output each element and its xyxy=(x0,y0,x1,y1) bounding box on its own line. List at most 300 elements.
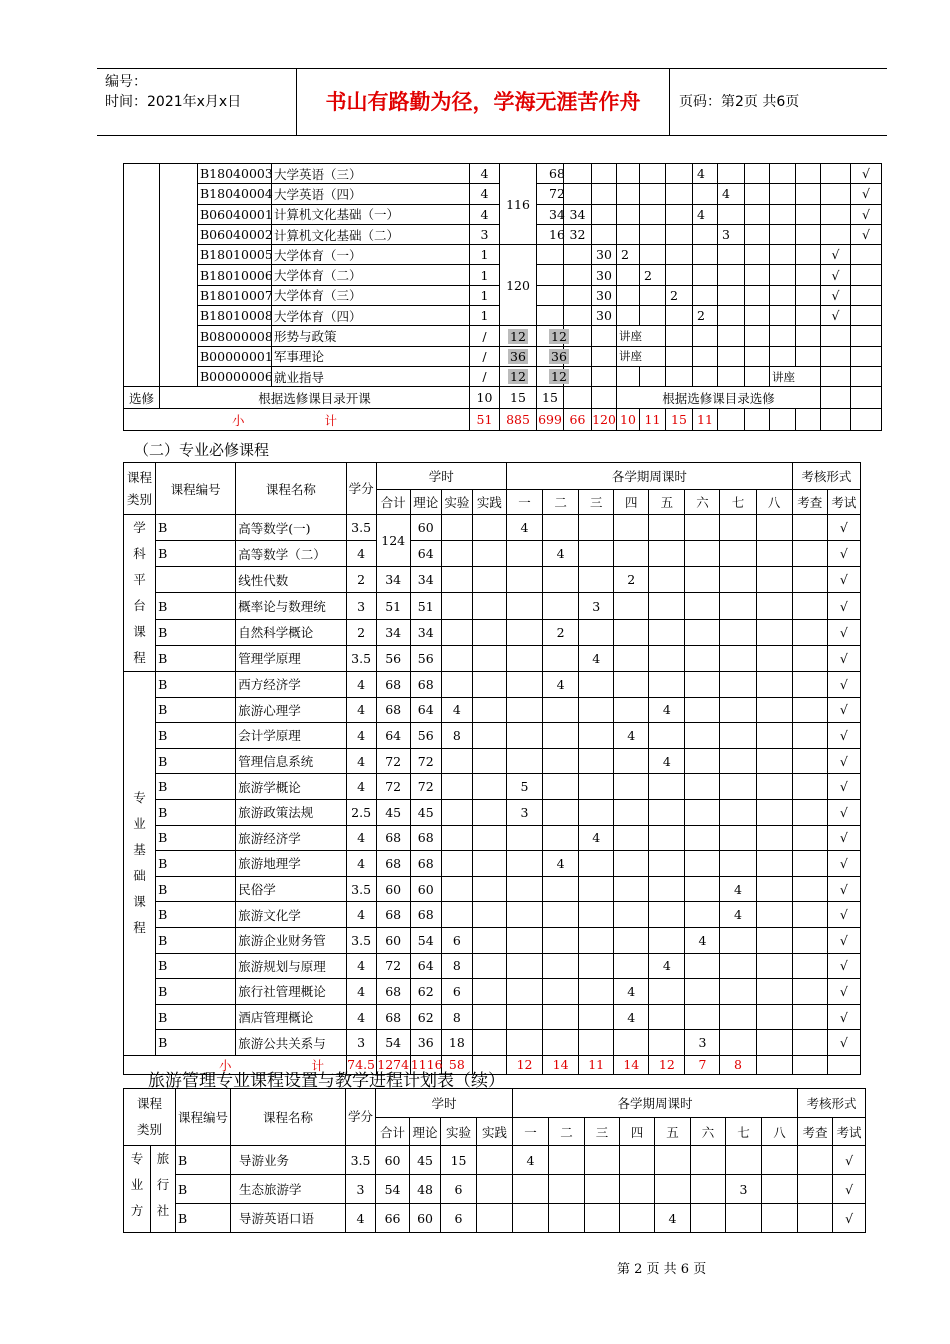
week-hours xyxy=(640,306,666,326)
week-hours xyxy=(718,245,745,265)
week-hours xyxy=(796,184,821,204)
practice-hours xyxy=(592,326,617,346)
practice-hours xyxy=(472,825,506,851)
week-hours: 4 xyxy=(614,1004,649,1030)
credit-cell: 3 xyxy=(470,224,500,244)
table-row xyxy=(124,326,882,346)
week-hours xyxy=(770,245,796,265)
course-code: B18010006 xyxy=(198,265,272,285)
week-hours: 4 xyxy=(718,184,745,204)
week-hours: 4 xyxy=(649,953,685,979)
week-hours xyxy=(745,409,770,431)
course-code: B xyxy=(156,1004,236,1030)
practice-hours xyxy=(472,672,506,698)
check-mark: √ xyxy=(821,285,851,305)
week-hours xyxy=(770,285,796,305)
practice-hours xyxy=(477,1146,513,1175)
lab-hours: 6 xyxy=(441,927,472,953)
week-hours xyxy=(614,645,649,671)
exam-mark: √ xyxy=(827,927,860,953)
week-hours xyxy=(617,285,640,305)
subtotal-lab: 58 xyxy=(441,1055,472,1074)
week-hours xyxy=(720,672,756,698)
week-hours xyxy=(649,541,685,567)
section2-title: （二）专业必修课程 xyxy=(134,441,270,459)
check-mark xyxy=(792,979,827,1005)
week-hours xyxy=(685,515,720,541)
header-theory: 理论 xyxy=(410,490,441,515)
week-hours xyxy=(720,567,756,593)
check-mark xyxy=(792,593,827,619)
lab-hours xyxy=(564,387,592,409)
week-hours xyxy=(617,306,640,326)
week-hours xyxy=(756,876,792,902)
table-row xyxy=(124,979,861,1005)
theory-hours: 54 xyxy=(410,927,441,953)
total-hours-value: 12 xyxy=(510,328,526,344)
week-hours xyxy=(640,285,666,305)
week-hours xyxy=(693,184,718,204)
week-hours: 2 xyxy=(693,306,718,326)
course-name: 民俗学 xyxy=(236,876,346,902)
practice-hours xyxy=(472,619,506,645)
week-hours xyxy=(770,326,796,346)
exam-mark xyxy=(851,245,882,265)
practice-hours xyxy=(472,723,506,749)
course-code: B xyxy=(156,953,236,979)
check-mark xyxy=(821,164,851,184)
table-row xyxy=(124,366,882,386)
course-code: B xyxy=(156,748,236,774)
course-code: B xyxy=(156,619,236,645)
lab-hours xyxy=(441,799,472,825)
week-hours: 5 xyxy=(506,774,542,800)
check-mark xyxy=(792,825,827,851)
course-name: 会计学原理 xyxy=(236,723,346,749)
theory-hours: 62 xyxy=(410,1004,441,1030)
exam-mark: √ xyxy=(827,1004,860,1030)
week-hours xyxy=(756,515,792,541)
course-code: B xyxy=(156,979,236,1005)
week-hours xyxy=(649,1030,685,1056)
course-code: B xyxy=(156,825,236,851)
week-hours xyxy=(506,672,542,698)
table-row xyxy=(124,346,882,366)
week-hours: 4 xyxy=(543,672,579,698)
theory-hours: 64 xyxy=(410,953,441,979)
week-hours xyxy=(506,851,542,877)
exam-mark: √ xyxy=(827,541,860,567)
course-name: 线性代数 xyxy=(236,567,346,593)
header-motto: 书山有路勤为径，学海无涯苦作舟 xyxy=(297,69,670,135)
week-hours xyxy=(770,164,796,184)
credit-cell: 3.5 xyxy=(346,1146,376,1175)
week-hours xyxy=(506,953,542,979)
theory-hours: 60 xyxy=(410,515,441,541)
header-category: 课程类别 xyxy=(124,463,156,515)
week-hours xyxy=(543,1030,579,1056)
exam-mark: √ xyxy=(827,953,860,979)
week-hours: 2 xyxy=(666,285,693,305)
total-hours: 116 xyxy=(500,164,537,245)
week-hours xyxy=(543,515,579,541)
course-name: 自然科学概论 xyxy=(236,619,346,645)
course-code: B xyxy=(156,723,236,749)
exam-mark: √ xyxy=(827,748,860,774)
course-code: B18040003 xyxy=(198,164,272,184)
lab-hours: 18 xyxy=(441,1030,472,1056)
elective-desc: 根据选修课目录开课 xyxy=(160,387,470,409)
week-hours xyxy=(718,366,745,386)
course-code: B xyxy=(156,851,236,877)
theory-hours-value: 12 xyxy=(551,328,567,344)
week-hours xyxy=(720,748,756,774)
week-hours xyxy=(666,326,693,346)
week-hours xyxy=(614,672,649,698)
header-hours: 学时 xyxy=(376,463,506,490)
week-hours xyxy=(720,593,756,619)
practice-hours xyxy=(472,927,506,953)
table-row xyxy=(124,463,861,490)
credit-cell: 4 xyxy=(346,748,376,774)
course-name: 生态旅游学 xyxy=(231,1175,346,1204)
course-name: 旅游企业财务管 xyxy=(236,927,346,953)
week-hours xyxy=(745,326,770,346)
course-code: B xyxy=(156,697,236,723)
table-row xyxy=(124,1030,861,1056)
lab-hours xyxy=(441,672,472,698)
week-hours xyxy=(614,953,649,979)
week-hours xyxy=(745,184,770,204)
week-hours xyxy=(693,245,718,265)
header-total: 合计 xyxy=(376,490,410,515)
week-hours xyxy=(762,1175,798,1204)
week-hours xyxy=(614,799,649,825)
table-row xyxy=(124,619,861,645)
week-hours xyxy=(718,409,745,431)
lab-hours xyxy=(441,515,472,541)
practice-hours: 30 xyxy=(592,265,617,285)
check-mark xyxy=(821,204,851,224)
total-hours: 68 xyxy=(376,1004,410,1030)
lecture-note: 讲座 xyxy=(617,326,666,346)
week-hours xyxy=(649,1004,685,1030)
header-lab: 实验 xyxy=(441,1118,477,1146)
week-hours xyxy=(585,1175,620,1204)
week-hours xyxy=(796,164,821,184)
week-hours xyxy=(770,204,796,224)
subtotal-char: 小 xyxy=(232,412,245,428)
category-outer: 专业方 xyxy=(124,1146,151,1233)
lecture-note: 讲座 xyxy=(770,366,821,386)
check-mark xyxy=(792,774,827,800)
week-hours xyxy=(756,697,792,723)
week-hours xyxy=(756,953,792,979)
credit-cell: / xyxy=(470,366,500,386)
credit-cell: 4 xyxy=(470,184,500,204)
week-hours xyxy=(579,902,614,928)
week-hours xyxy=(720,851,756,877)
week-hours xyxy=(617,204,640,224)
table-row xyxy=(124,825,861,851)
week-hours xyxy=(579,927,614,953)
total-hours: 66 xyxy=(376,1204,410,1233)
lab-hours xyxy=(441,851,472,877)
week-hours xyxy=(756,825,792,851)
week-hours xyxy=(685,876,720,902)
week-hours xyxy=(543,927,579,953)
week-hours xyxy=(718,265,745,285)
week-hours xyxy=(579,1030,614,1056)
credit-cell: 3.5 xyxy=(346,876,376,902)
table-row xyxy=(124,876,861,902)
week-hours xyxy=(756,979,792,1005)
subtotal-practice: 120 xyxy=(592,409,617,431)
check-mark: √ xyxy=(821,306,851,326)
week-hours xyxy=(756,645,792,671)
week-hours xyxy=(718,164,745,184)
subtotal-week: 14 xyxy=(543,1055,579,1074)
table-row xyxy=(124,1175,866,1204)
theory-hours: 45 xyxy=(410,799,441,825)
subtotal-theory: 1116 xyxy=(410,1057,443,1073)
lab-hours: 8 xyxy=(441,953,472,979)
week-hours xyxy=(506,825,542,851)
week-hours xyxy=(756,541,792,567)
week-hours: 4 xyxy=(614,979,649,1005)
week-hours xyxy=(640,224,666,244)
header-term: 四 xyxy=(620,1118,655,1146)
week-hours xyxy=(649,851,685,877)
week-hours xyxy=(691,1175,726,1204)
course-code: B xyxy=(156,902,236,928)
theory-hours: 68 xyxy=(410,672,441,698)
header-term: 五 xyxy=(655,1118,691,1146)
check-mark xyxy=(792,672,827,698)
lab-hours xyxy=(564,265,592,285)
week-hours xyxy=(614,748,649,774)
week-hours xyxy=(756,567,792,593)
week-hours xyxy=(691,1204,726,1233)
week-hours xyxy=(756,902,792,928)
credit-cell: 3.5 xyxy=(346,927,376,953)
week-hours: 4 xyxy=(543,851,579,877)
week-hours xyxy=(649,825,685,851)
week-hours xyxy=(614,515,649,541)
practice-hours xyxy=(592,184,617,204)
week-hours xyxy=(579,1004,614,1030)
course-name: 大学体育（一） xyxy=(272,245,470,265)
lab-hours xyxy=(564,164,592,184)
major-required-table xyxy=(123,462,861,1075)
exam-mark: √ xyxy=(851,184,882,204)
week-hours xyxy=(756,927,792,953)
course-code: B00000006 xyxy=(198,366,272,386)
theory-hours xyxy=(537,326,567,346)
subtotal-char: 计 xyxy=(324,412,338,428)
week-hours xyxy=(620,1146,655,1175)
lab-hours xyxy=(564,306,592,326)
practice-hours xyxy=(592,204,617,224)
subtotal-w2: 11 xyxy=(640,409,666,431)
week-hours: 2 xyxy=(614,567,649,593)
header-name: 课程名称 xyxy=(231,1089,346,1146)
table-row xyxy=(124,1089,866,1118)
check-mark xyxy=(792,541,827,567)
header-weekly: 各学期周课时 xyxy=(513,1089,798,1118)
course-code: B18010005 xyxy=(198,245,272,265)
week-hours xyxy=(720,1030,756,1056)
exam-mark: √ xyxy=(851,204,882,224)
table-row xyxy=(124,593,861,619)
course-name: 大学英语（四） xyxy=(272,184,470,204)
week-hours xyxy=(685,645,720,671)
practice-hours xyxy=(472,567,506,593)
practice-hours xyxy=(472,748,506,774)
week-hours xyxy=(543,979,579,1005)
credit-cell: 3 xyxy=(346,593,376,619)
theory-hours: 45 xyxy=(410,1146,441,1175)
check-mark xyxy=(792,953,827,979)
week-hours xyxy=(693,326,718,346)
number-label: 编号： xyxy=(105,74,147,90)
week-hours: 3 xyxy=(726,1175,762,1204)
course-name: 旅行社管理概论 xyxy=(236,979,346,1005)
course-name: 管理信息系统 xyxy=(236,748,346,774)
header-check: 考查 xyxy=(798,1118,833,1146)
week-hours xyxy=(762,1146,798,1175)
week-hours xyxy=(756,774,792,800)
table-row xyxy=(124,723,861,749)
total-hours: 124 xyxy=(376,515,410,567)
theory-hours xyxy=(537,285,564,305)
theory-hours: 56 xyxy=(410,723,441,749)
week-hours xyxy=(685,979,720,1005)
subtotal-label xyxy=(124,409,470,431)
total-hours xyxy=(500,366,537,386)
table-row xyxy=(124,515,861,541)
credit-cell: 4 xyxy=(346,723,376,749)
week-hours xyxy=(506,979,542,1005)
lecture-note: 讲座 xyxy=(617,346,666,366)
week-hours: 3 xyxy=(685,1030,720,1056)
header-term: 六 xyxy=(685,490,720,515)
subtotal-week: 12 xyxy=(649,1055,685,1074)
practice-hours xyxy=(472,697,506,723)
course-code: B00000001 xyxy=(198,346,272,366)
week-hours xyxy=(614,851,649,877)
week-hours xyxy=(649,979,685,1005)
week-hours xyxy=(666,184,693,204)
practice-hours xyxy=(477,1175,513,1204)
week-hours xyxy=(614,619,649,645)
week-hours xyxy=(506,876,542,902)
table-row xyxy=(124,953,861,979)
week-hours xyxy=(579,567,614,593)
course-name: 酒店管理概论 xyxy=(236,1004,346,1030)
lab-hours xyxy=(441,902,472,928)
total-hours: 56 xyxy=(376,645,410,671)
header-meta xyxy=(97,69,297,135)
week-hours xyxy=(506,723,542,749)
check-mark xyxy=(821,366,851,386)
total-hours: 72 xyxy=(376,748,410,774)
lab-hours: 8 xyxy=(441,723,472,749)
total-hours: 68 xyxy=(376,825,410,851)
lab-hours: 6 xyxy=(441,1175,477,1204)
exam-mark xyxy=(851,409,882,431)
exam-mark xyxy=(851,306,882,326)
header-assess: 考核形式 xyxy=(798,1089,866,1118)
week-hours xyxy=(506,927,542,953)
week-hours xyxy=(543,876,579,902)
credit-cell: 4 xyxy=(346,774,376,800)
week-hours xyxy=(756,1030,792,1056)
exam-mark xyxy=(851,387,882,409)
course-name: 旅游规划与原理 xyxy=(236,953,346,979)
credit-cell: 2 xyxy=(346,567,376,593)
header-term: 四 xyxy=(614,490,649,515)
table-row xyxy=(124,164,882,184)
week-hours xyxy=(666,245,693,265)
week-hours xyxy=(720,953,756,979)
page-footer: 第 2 页 共 6 页 xyxy=(617,1262,707,1277)
lab-hours xyxy=(441,619,472,645)
course-code: B06040001 xyxy=(198,204,272,224)
week-hours xyxy=(649,723,685,749)
subtotal-w3: 15 xyxy=(666,409,693,431)
week-hours xyxy=(666,346,693,366)
week-hours xyxy=(718,306,745,326)
practice-hours xyxy=(472,876,506,902)
week-hours xyxy=(506,697,542,723)
week-hours xyxy=(614,825,649,851)
week-hours xyxy=(579,876,614,902)
week-hours xyxy=(543,774,579,800)
week-hours xyxy=(614,541,649,567)
check-mark xyxy=(792,902,827,928)
week-hours xyxy=(796,346,821,366)
total-hours: 64 xyxy=(376,723,410,749)
table-row xyxy=(124,567,861,593)
week-hours xyxy=(685,902,720,928)
week-hours xyxy=(543,953,579,979)
week-hours: 4 xyxy=(655,1204,691,1233)
course-code: B18040004 xyxy=(198,184,272,204)
course-code: B xyxy=(156,541,236,567)
practice-hours xyxy=(472,902,506,928)
subtotal-w4: 11 xyxy=(693,409,718,431)
credit-cell: 4 xyxy=(346,697,376,723)
week-hours xyxy=(649,515,685,541)
practice-hours xyxy=(592,346,617,366)
week-hours xyxy=(549,1146,585,1175)
check-mark xyxy=(821,387,851,409)
exam-mark: √ xyxy=(827,799,860,825)
header-term: 七 xyxy=(720,490,756,515)
header-code: 课程编号 xyxy=(156,463,236,515)
category-inner: 旅行社 xyxy=(151,1146,176,1233)
lab-hours xyxy=(441,876,472,902)
week-hours xyxy=(649,645,685,671)
course-name: 导游英语口语 xyxy=(231,1204,346,1233)
week-hours xyxy=(796,285,821,305)
week-hours xyxy=(649,799,685,825)
subtotal-week: 12 xyxy=(506,1055,542,1074)
credit-cell: 1 xyxy=(470,265,500,285)
week-hours xyxy=(649,774,685,800)
week-hours xyxy=(745,346,770,366)
